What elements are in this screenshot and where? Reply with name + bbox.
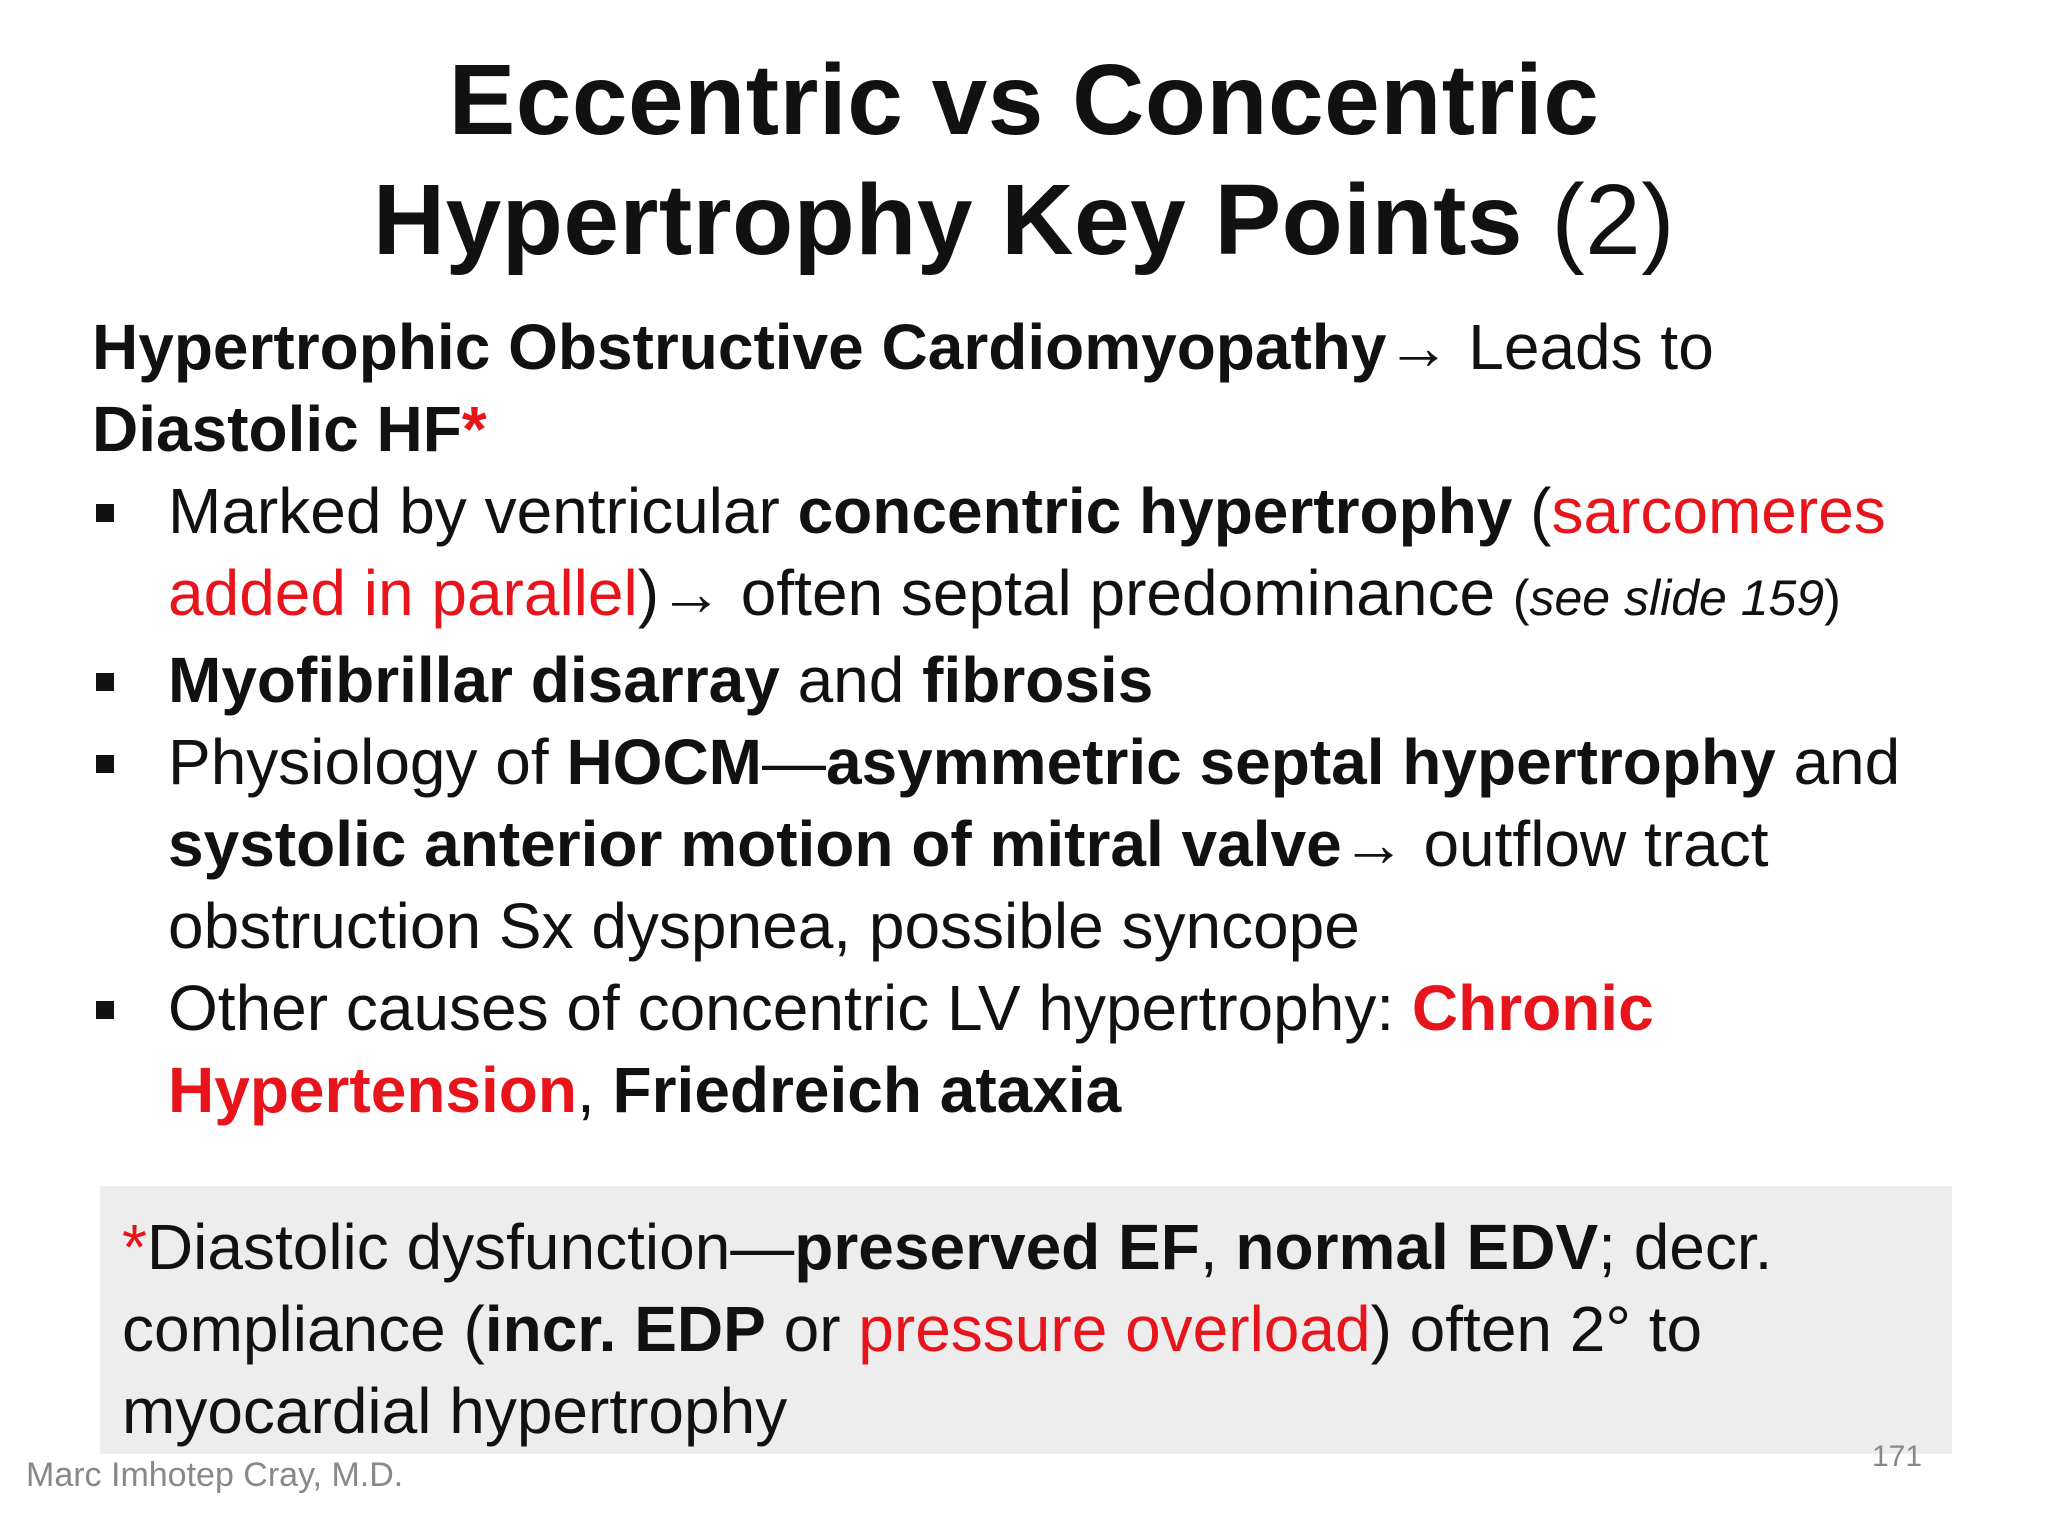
- footnote-segment: ,: [1199, 1211, 1236, 1283]
- bullet-text: outflow tract obstruction Sx dyspnea, possible syncope: [168, 808, 1769, 962]
- arrow-icon: →: [1386, 311, 1451, 383]
- bullet-bold: asymmetric septal hypertrophy: [825, 726, 1776, 798]
- heading-asterisk: *: [461, 393, 487, 465]
- square-bullet-icon: [96, 673, 114, 691]
- footnote-bold: normal EDV: [1235, 1211, 1599, 1283]
- list-item: [92, 967, 2032, 1131]
- bullet-bold: HOCM: [566, 726, 762, 798]
- bullet-text: often septal predominance: [723, 557, 1513, 629]
- bullet-red: Chronic Hypertension: [168, 972, 1654, 1126]
- bullet-bold: Friedreich ataxia: [612, 1054, 1122, 1126]
- footnote-bold: incr. EDP: [484, 1293, 766, 1365]
- title-line-2: [0, 160, 2048, 280]
- bullet-bold: Myofibrillar disarray: [168, 644, 780, 716]
- bullet-text: ,: [576, 1054, 613, 1126]
- bullet-text: (: [1512, 570, 1530, 626]
- bullet-text: Physiology of: [168, 726, 567, 798]
- bullet-text: Marked by ventricular: [168, 475, 798, 547]
- bullet-bold: systolic anterior motion of mitral valve: [168, 808, 1342, 880]
- bullet-text: Other causes of concentric LV hypertrophy:: [168, 972, 1412, 1044]
- heading-leads-to: Leads to: [1450, 311, 1714, 383]
- arrow-icon: →: [1341, 808, 1406, 880]
- list-item: [92, 721, 2032, 967]
- square-bullet-icon: [96, 1001, 114, 1019]
- footnote-red: pressure overload: [858, 1293, 1371, 1365]
- footnote-segment: ; decr. compliance (: [122, 1211, 1773, 1365]
- footnote-segment: Diastolic dysfunction—: [146, 1211, 795, 1283]
- bullet-text: and: [1775, 726, 1901, 798]
- heading-diastolic-hf: Diastolic HF: [92, 393, 462, 465]
- section-heading: [92, 306, 1992, 470]
- footnote-asterisk: *: [122, 1211, 147, 1283]
- bullet-red: sarcomeres added in parallel: [168, 475, 1886, 629]
- bullet-text: (: [1512, 475, 1552, 547]
- key-points-list: [92, 470, 2032, 1131]
- title-line-2-bold: Hypertrophy Key Points: [372, 164, 1524, 276]
- title-line-2-suffix: (2): [1551, 164, 1676, 276]
- bullet-text: and: [779, 644, 923, 716]
- slide-title: [0, 40, 2048, 280]
- author-footer: Marc Imhotep Cray, M.D.: [26, 1456, 404, 1494]
- bullet-bold: fibrosis: [922, 644, 1154, 716]
- page-number: 171: [1872, 1440, 1923, 1473]
- heading-condition: Hypertrophic Obstructive Cardiomyopathy: [92, 311, 1387, 383]
- square-bullet-icon: [96, 755, 114, 773]
- bullet-text: ): [637, 557, 659, 629]
- square-bullet-icon: [96, 504, 114, 522]
- title-line-1: Eccentric vs Concentric: [448, 44, 1600, 156]
- bullet-text: —: [761, 726, 826, 798]
- footnote-segment: or: [765, 1293, 859, 1365]
- bullet-bold: concentric hypertrophy: [797, 475, 1513, 547]
- arrow-icon: →: [659, 557, 723, 629]
- footnote-segment: ) often 2° to myocardial hypertrophy: [122, 1293, 1703, 1447]
- list-item: [92, 639, 2032, 721]
- bullet-text: ): [1824, 570, 1841, 626]
- bullet-italic: see slide 159: [1529, 570, 1825, 626]
- list-item: [92, 470, 2032, 639]
- footnote-bold: preserved EF: [794, 1211, 1200, 1283]
